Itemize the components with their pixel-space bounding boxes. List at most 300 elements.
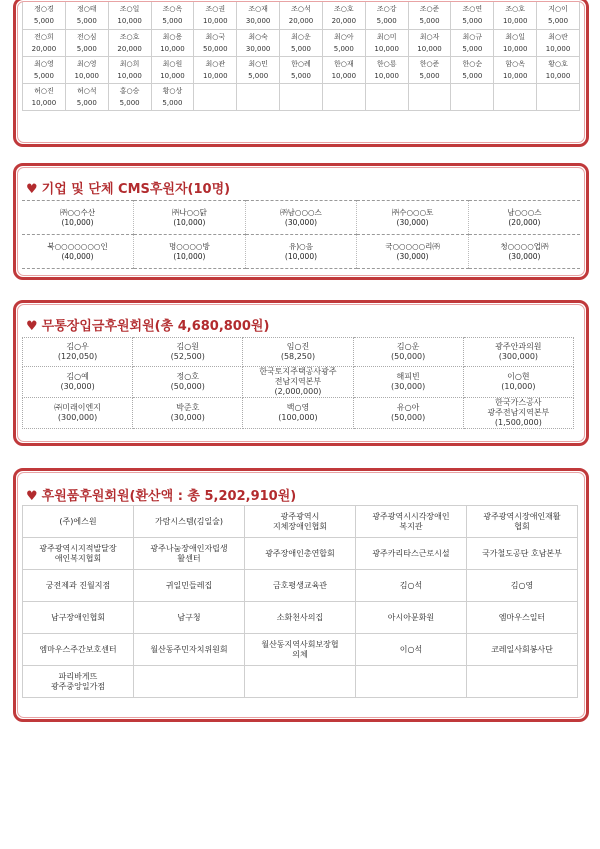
table-row bbox=[23, 56, 580, 83]
goods-donor-name: 엠마우스주간보호센터 bbox=[39, 644, 117, 654]
donor-name: 최○운 bbox=[291, 32, 311, 41]
donor-name: 국○○○○○리㈜ bbox=[385, 241, 440, 251]
donor-name: 조○옥 bbox=[162, 5, 183, 14]
table-row bbox=[23, 506, 578, 538]
donor-amount: 20,000 bbox=[117, 44, 142, 53]
donor-name: ㈜수○○○토 bbox=[391, 207, 434, 217]
donor-cell bbox=[408, 56, 451, 83]
table-row bbox=[23, 602, 578, 634]
cms-frame bbox=[13, 163, 589, 280]
donor-cell bbox=[280, 83, 323, 110]
donor-amount: (50,000) bbox=[391, 413, 426, 422]
goods-donor-name: 월산동주민자치위원회 bbox=[150, 644, 228, 654]
heart-icon: ♥ bbox=[26, 182, 38, 197]
cms-cell bbox=[245, 201, 357, 235]
cms-cell bbox=[22, 201, 134, 235]
cms-cell bbox=[245, 235, 357, 269]
heart-icon: ♥ bbox=[26, 319, 38, 334]
donor-cell bbox=[65, 83, 108, 110]
cms-cell bbox=[357, 235, 469, 269]
donor-name: 한○순 bbox=[462, 59, 483, 68]
donor-cell bbox=[451, 29, 494, 56]
donor-name: 최○규 bbox=[462, 32, 483, 41]
donor-amount: (30,000) bbox=[396, 217, 429, 227]
donor-amount: (10,000) bbox=[61, 217, 94, 227]
donor-cell bbox=[408, 2, 451, 29]
donor-amount: 20,000 bbox=[288, 17, 314, 26]
mutong-cell bbox=[133, 367, 243, 398]
donor-cell bbox=[151, 29, 194, 56]
goods-cell bbox=[23, 538, 134, 570]
donor-name: 허○진 bbox=[34, 86, 54, 95]
donor-amount: (10,000) bbox=[173, 217, 206, 227]
donor-amount: 5,000 bbox=[33, 17, 54, 26]
donor-name: 한국가스공사 광주전남지역본부 bbox=[487, 398, 550, 417]
donor-cell bbox=[451, 83, 494, 110]
donor-cell bbox=[365, 83, 408, 110]
table-row bbox=[23, 367, 574, 398]
donor-name: 최○원 bbox=[162, 59, 183, 68]
goods-donor-name: 광주광역시시각장애인 복지관 bbox=[372, 511, 450, 531]
donor-amount: 5,000 bbox=[462, 17, 483, 26]
goods-table bbox=[22, 505, 578, 698]
donor-amount: (10,000) bbox=[501, 382, 536, 391]
donor-amount: 5,000 bbox=[248, 71, 269, 80]
donor-name: 유○아 bbox=[396, 403, 420, 412]
mutong-cell bbox=[23, 367, 133, 398]
cms-table bbox=[22, 200, 580, 269]
mutong-cell bbox=[243, 398, 353, 429]
donor-cell bbox=[23, 29, 66, 56]
donor-amount: 10,000 bbox=[545, 71, 571, 80]
donor-amount: 5,000 bbox=[162, 17, 183, 26]
donor-name: 최○자 bbox=[419, 32, 440, 41]
donor-name: 북○○○○○○○인 bbox=[47, 241, 108, 251]
table-row bbox=[23, 338, 574, 367]
goods-donor-name: 이○석 bbox=[399, 644, 423, 654]
goods-cell bbox=[134, 506, 245, 538]
goods-cell bbox=[355, 602, 466, 634]
donor-name: 조○호 bbox=[119, 32, 140, 41]
goods-cell bbox=[355, 634, 466, 666]
donor-name: 황○호 bbox=[548, 59, 568, 68]
donor-amount: 10,000 bbox=[160, 71, 185, 80]
goods-donor-name: 엠마우스일터 bbox=[498, 612, 546, 622]
donor-cell bbox=[494, 29, 537, 56]
donor-name: 한○재 bbox=[334, 59, 354, 68]
donor-amount: 10,000 bbox=[374, 71, 399, 80]
donor-name: 조○강 bbox=[376, 5, 397, 14]
donor-name: ㈜○○수산 bbox=[60, 207, 96, 217]
donor-amount: (30,000) bbox=[508, 251, 541, 261]
cms-cell bbox=[134, 235, 246, 269]
donor-name: 백○영 bbox=[286, 403, 310, 412]
goods-cell bbox=[245, 570, 356, 602]
mutong-title-text: 무통장입금후원회원(총 4,680,800원) bbox=[41, 319, 270, 334]
donor-name: 김○우 bbox=[66, 342, 89, 351]
donor-cell bbox=[451, 56, 494, 83]
donor-amount: 5,000 bbox=[76, 98, 97, 107]
goods-cell bbox=[134, 666, 245, 698]
donor-name: 남○○○스 bbox=[507, 207, 542, 217]
donor-amount: 5,000 bbox=[462, 71, 483, 80]
mutong-cell bbox=[353, 338, 463, 367]
donor-name: 해피빈 bbox=[396, 372, 420, 381]
donor-name: 한○례 bbox=[291, 59, 311, 68]
mutong-cell bbox=[353, 398, 463, 429]
donor-amount: 5,000 bbox=[162, 98, 183, 107]
donor-name: 청○○○○업㈜ bbox=[500, 241, 549, 251]
donor-name: 최○관 bbox=[205, 59, 226, 68]
donor-cell bbox=[280, 29, 323, 56]
donor-name: 홍○승 bbox=[119, 86, 140, 95]
goods-donor-name: (주)에스원 bbox=[59, 516, 97, 526]
donor-name: 최○영 bbox=[76, 59, 97, 68]
goods-donor-name: 궁전제과 진월지점 bbox=[45, 580, 111, 590]
goods-donor-name: 파리바게뜨 광주중앙일가점 bbox=[50, 671, 106, 691]
mutong-title bbox=[26, 315, 269, 334]
donor-cell bbox=[194, 83, 237, 110]
table-row bbox=[23, 398, 574, 429]
donor-name: 최○아 bbox=[334, 32, 354, 41]
goods-donor-name: 아시아문화원 bbox=[387, 612, 435, 622]
goods-donor-name: 광주광역시 지체장애인협회 bbox=[272, 511, 328, 531]
donor-name: 김○예 bbox=[66, 372, 89, 381]
goods-cell bbox=[355, 666, 466, 698]
mutong-cell bbox=[133, 338, 243, 367]
donor-cell bbox=[65, 29, 108, 56]
donor-name: 정○호 bbox=[176, 372, 199, 381]
mutong-cell bbox=[23, 338, 133, 367]
mutong-cell bbox=[463, 398, 573, 429]
donor-amount: (52,500) bbox=[170, 352, 205, 361]
donor-name: 허○석 bbox=[76, 86, 97, 95]
mutong-cell bbox=[243, 367, 353, 398]
donor-name: 한국토지주택공사광주 전남지역본부 bbox=[259, 367, 337, 386]
table-row bbox=[23, 2, 580, 29]
mutong-frame bbox=[13, 300, 589, 446]
donor-amount: 10,000 bbox=[117, 17, 142, 26]
donor-amount: 5,000 bbox=[33, 71, 54, 80]
donor-name: 함○옥 bbox=[505, 59, 525, 68]
donor-amount: 10,000 bbox=[331, 71, 357, 80]
donor-cell bbox=[23, 2, 66, 29]
donor-cell bbox=[237, 83, 280, 110]
donor-cell bbox=[322, 2, 365, 29]
donor-amount: 10,000 bbox=[502, 71, 528, 80]
donor-amount: 10,000 bbox=[117, 71, 142, 80]
table-row bbox=[23, 634, 578, 666]
donor-name: 임○진 bbox=[286, 342, 310, 351]
goods-cell bbox=[355, 570, 466, 602]
donor-cell bbox=[494, 2, 537, 29]
goods-cell bbox=[466, 570, 577, 602]
donor-name: 조○권 bbox=[205, 5, 226, 14]
donor-cell bbox=[23, 56, 66, 83]
donor-amount: 5,000 bbox=[376, 17, 397, 26]
table-row bbox=[23, 83, 580, 110]
donor-amount: (20,000) bbox=[508, 217, 541, 227]
donor-name: 최○민 bbox=[248, 59, 268, 68]
donor-amount: (40,000) bbox=[61, 251, 94, 261]
goods-cell bbox=[134, 634, 245, 666]
donor-name: 조○호 bbox=[334, 5, 354, 14]
donor-name: 김○운 bbox=[396, 342, 420, 351]
donor-cell bbox=[322, 29, 365, 56]
donor-amount: (30,000) bbox=[391, 382, 426, 391]
donor-amount: 5,000 bbox=[419, 71, 440, 80]
donor-cell bbox=[408, 83, 451, 110]
goods-cell bbox=[23, 602, 134, 634]
goods-donor-name: 김○영 bbox=[510, 580, 534, 590]
donor-amount: 10,000 bbox=[203, 71, 228, 80]
donor-cell bbox=[322, 56, 365, 83]
donor-cell bbox=[537, 83, 580, 110]
donor-amount: 20,000 bbox=[31, 44, 57, 53]
donor-cell bbox=[280, 56, 323, 83]
goods-donor-name: 귀일민들레집 bbox=[165, 580, 213, 590]
donor-amount: (10,000) bbox=[173, 251, 206, 261]
donor-name: 전○심 bbox=[76, 32, 97, 41]
donor-amount: 20,000 bbox=[331, 17, 357, 26]
goods-cell bbox=[134, 602, 245, 634]
donor-name: 조○일 bbox=[119, 5, 140, 14]
donor-amount: 10,000 bbox=[160, 44, 185, 53]
donor-name: 최○용 bbox=[162, 32, 183, 41]
donor-cell bbox=[194, 56, 237, 83]
donor-name: 정○경 bbox=[34, 5, 54, 14]
goods-cell bbox=[134, 570, 245, 602]
donor-cell bbox=[537, 2, 580, 29]
donor-cell bbox=[108, 2, 151, 29]
donor-cell bbox=[237, 56, 280, 83]
table-row bbox=[23, 29, 580, 56]
cms-title-text: 기업 및 단체 CMS후원자(10명) bbox=[41, 182, 231, 197]
donor-amount: (50,000) bbox=[391, 352, 426, 361]
donor-name: 한○준 bbox=[419, 59, 440, 68]
mutong-cell bbox=[243, 338, 353, 367]
goods-cell bbox=[466, 634, 577, 666]
goods-donor-name: 가람시스템(김일술) bbox=[154, 516, 224, 526]
donor-amount: 10,000 bbox=[417, 44, 442, 53]
goods-cell bbox=[245, 506, 356, 538]
mutong-cell bbox=[23, 398, 133, 429]
donor-name: ㈜미래이엔지 bbox=[54, 403, 101, 412]
goods-donor-name: 광주광역시장애인재활 협회 bbox=[483, 511, 561, 531]
donor-amount: (2,000,000) bbox=[274, 387, 322, 396]
donor-amount: 10,000 bbox=[502, 17, 528, 26]
donor-name: 이○현 bbox=[507, 372, 530, 381]
donor-name: ㈜나○○닭 bbox=[171, 207, 207, 217]
donor-cell bbox=[108, 83, 151, 110]
donor-cell bbox=[451, 2, 494, 29]
donor-amount: (300,000) bbox=[57, 413, 98, 422]
donor-cell bbox=[65, 2, 108, 29]
cms-title bbox=[26, 178, 230, 197]
donor-name: 조○호 bbox=[505, 5, 525, 14]
donor-amount: 10,000 bbox=[374, 44, 399, 53]
donor-amount: (30,000) bbox=[170, 413, 205, 422]
donor-amount: 30,000 bbox=[245, 17, 271, 26]
goods-cell bbox=[355, 538, 466, 570]
donor-name: 최○희 bbox=[119, 59, 140, 68]
cms-cell bbox=[357, 201, 469, 235]
donor-name: 최○국 bbox=[205, 32, 226, 41]
goods-donor-name: 월산동지역사회보장협 의체 bbox=[261, 639, 339, 659]
goods-cell bbox=[466, 666, 577, 698]
goods-donor-name: 금호평생교육관 bbox=[272, 580, 328, 590]
donor-amount: 5,000 bbox=[290, 44, 311, 53]
donor-amount: 5,000 bbox=[548, 17, 569, 26]
goods-cell bbox=[23, 506, 134, 538]
donor-amount: 10,000 bbox=[203, 17, 228, 26]
donor-name: 황○상 bbox=[162, 86, 183, 95]
donor-cell bbox=[151, 83, 194, 110]
donor-amount: 50,000 bbox=[203, 44, 228, 53]
goods-donor-name: 광주나눔장애인자립생 활센터 bbox=[150, 543, 228, 563]
donor-amount: (10,000) bbox=[284, 251, 318, 261]
goods-donor-name: 남구장애인협회 bbox=[50, 612, 106, 622]
goods-title bbox=[26, 485, 296, 504]
donor-name: 명○○○○방 bbox=[169, 241, 210, 251]
goods-cell bbox=[245, 634, 356, 666]
goods-donor-name: 김○석 bbox=[399, 580, 423, 590]
goods-frame bbox=[13, 468, 589, 722]
mutong-cell bbox=[133, 398, 243, 429]
goods-cell bbox=[23, 570, 134, 602]
donor-amount: (30,000) bbox=[60, 382, 95, 391]
donor-cell bbox=[23, 83, 66, 110]
cms-cell bbox=[22, 235, 134, 269]
goods-donor-name: 광주카리타스근로시설 bbox=[372, 548, 450, 558]
goods-donor-name: 광주광역시지적발달장 애인복지협회 bbox=[39, 543, 117, 563]
table-row bbox=[22, 235, 580, 269]
donor-name: 박준호 bbox=[176, 403, 200, 412]
mutong-table bbox=[22, 337, 574, 429]
goods-donor-name: 코레일사회봉사단 bbox=[491, 644, 553, 654]
donor-grid-table bbox=[22, 2, 580, 111]
goods-cell bbox=[245, 602, 356, 634]
goods-donor-name: 광주장애인총연합회 bbox=[265, 548, 335, 558]
donor-cell bbox=[194, 2, 237, 29]
donor-cell bbox=[408, 29, 451, 56]
table-row bbox=[23, 666, 578, 698]
donor-amount: 5,000 bbox=[119, 98, 140, 107]
donor-cell bbox=[108, 56, 151, 83]
donor-name: 최○미 bbox=[376, 32, 397, 41]
goods-cell bbox=[23, 666, 134, 698]
goods-cell bbox=[466, 538, 577, 570]
donor-amount: 10,000 bbox=[31, 98, 57, 107]
donor-amount: 5,000 bbox=[462, 44, 483, 53]
donor-cell bbox=[537, 56, 580, 83]
donor-cell bbox=[322, 83, 365, 110]
donor-name: 최○영 bbox=[34, 59, 54, 68]
donor-name: 최○란 bbox=[548, 32, 568, 41]
goods-cell bbox=[466, 506, 577, 538]
donor-cell bbox=[237, 29, 280, 56]
table-row bbox=[23, 570, 578, 602]
goods-cell bbox=[23, 634, 134, 666]
donor-amount: 5,000 bbox=[333, 44, 354, 53]
donor-amount: (300,000) bbox=[498, 352, 539, 361]
donor-amount: 5,000 bbox=[290, 71, 311, 80]
donor-name: ㈜남○○○스 bbox=[280, 207, 322, 217]
donor-amount: 10,000 bbox=[74, 71, 100, 80]
donor-name: 광주안과의원 bbox=[495, 342, 542, 351]
goods-donor-name: 남구청 bbox=[177, 612, 201, 622]
donor-cell bbox=[151, 56, 194, 83]
donor-amount: (120,050) bbox=[57, 352, 98, 361]
donor-amount: 10,000 bbox=[502, 44, 528, 53]
donor-amount: 10,000 bbox=[545, 44, 571, 53]
donor-amount: (1,500,000) bbox=[494, 418, 542, 427]
donor-name: 정○태 bbox=[76, 5, 97, 14]
cms-cell bbox=[134, 201, 246, 235]
donor-grid-frame bbox=[13, 0, 589, 147]
donor-name: 유)○음 bbox=[289, 241, 313, 251]
donor-amount: 5,000 bbox=[419, 17, 440, 26]
donor-amount: (30,000) bbox=[396, 251, 429, 261]
donor-amount: (100,000) bbox=[278, 413, 318, 422]
donor-name: 조○재 bbox=[248, 5, 268, 14]
heart-icon: ♥ bbox=[26, 489, 38, 504]
donor-amount: (58,250) bbox=[280, 352, 316, 361]
donor-cell bbox=[494, 56, 537, 83]
donor-cell bbox=[494, 83, 537, 110]
donor-name: 지○이 bbox=[548, 5, 568, 14]
goods-cell bbox=[355, 506, 466, 538]
donor-cell bbox=[280, 2, 323, 29]
donor-amount: (30,000) bbox=[284, 217, 318, 227]
mutong-cell bbox=[463, 338, 573, 367]
donor-name: 전○희 bbox=[34, 32, 54, 41]
donor-cell bbox=[194, 29, 237, 56]
donor-cell bbox=[237, 2, 280, 29]
donor-name: 조○연 bbox=[462, 5, 483, 14]
goods-donor-name: 소화천사의집 bbox=[276, 612, 324, 622]
donor-name: 한○룡 bbox=[376, 59, 397, 68]
goods-donor-name: 국가철도공단 호남본부 bbox=[482, 548, 562, 558]
donor-cell bbox=[365, 2, 408, 29]
goods-cell bbox=[245, 666, 356, 698]
mutong-cell bbox=[463, 367, 573, 398]
cms-cell bbox=[468, 235, 580, 269]
donor-cell bbox=[65, 56, 108, 83]
table-row bbox=[22, 201, 580, 235]
cms-cell bbox=[468, 201, 580, 235]
donor-amount: 30,000 bbox=[245, 44, 271, 53]
donor-amount: 5,000 bbox=[76, 44, 97, 53]
table-row bbox=[23, 538, 578, 570]
goods-title-text: 후원품후원회원(환산액 : 총 5,202,910원) bbox=[41, 489, 297, 504]
donor-name: 최○숙 bbox=[248, 32, 268, 41]
mutong-cell bbox=[353, 367, 463, 398]
goods-cell bbox=[466, 602, 577, 634]
donor-cell bbox=[151, 2, 194, 29]
donor-cell bbox=[108, 29, 151, 56]
donor-name: 조○석 bbox=[291, 5, 311, 14]
donor-amount: 5,000 bbox=[76, 17, 97, 26]
donor-cell bbox=[365, 29, 408, 56]
donor-name: 최○일 bbox=[505, 32, 525, 41]
donor-cell bbox=[365, 56, 408, 83]
donor-name: 조○준 bbox=[419, 5, 440, 14]
donor-cell bbox=[537, 29, 580, 56]
donor-amount: (50,000) bbox=[170, 382, 205, 391]
goods-cell bbox=[134, 538, 245, 570]
donor-name: 김○원 bbox=[176, 342, 199, 351]
